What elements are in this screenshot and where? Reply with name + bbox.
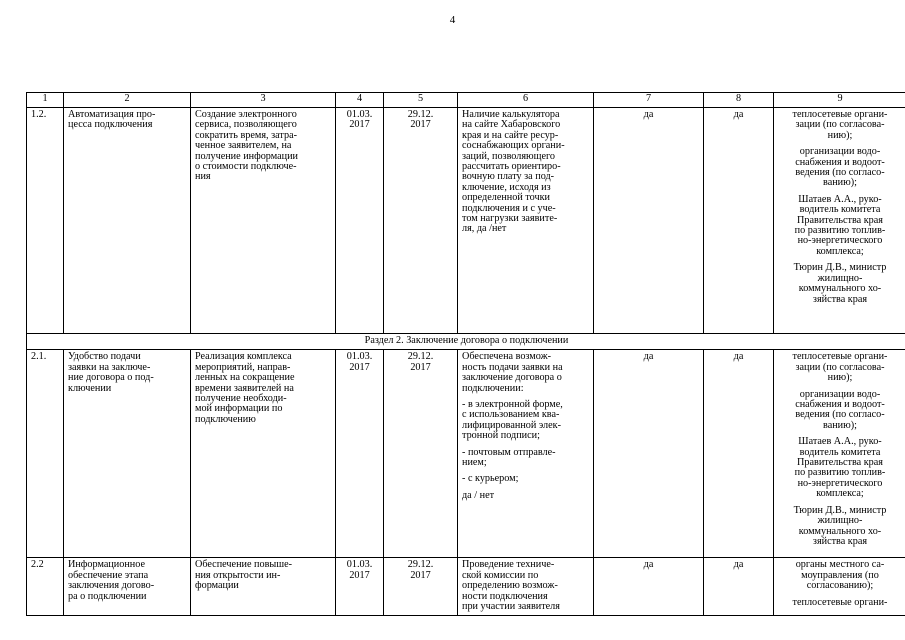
row-number: 2.2 (27, 558, 64, 616)
start-date: 01.03. 2017 (336, 108, 384, 334)
column-8-value: да (704, 350, 774, 558)
indicator-text: Обеспечена возмож- ность подачи заявки на заключение договора о подключении: (462, 351, 563, 394)
end-date: 29.12. 2017 (384, 558, 458, 616)
page-number: 4 (449, 14, 456, 26)
indicator-text: Наличие калькулятора на сайте Хабаровского края и на сайте ресур- соснабжающих органи- заций, позволяющего рассчитать ориентиро- вочную плату за под- ключение, исходя из определенной точки подключения и с уче- том нагрузки заявите- ля, да /нет (462, 109, 565, 235)
responsible-entry: Тюрин Д.В., министр жилищно- коммунального хо- зяйства края (793, 504, 887, 547)
column-number: 2 (64, 93, 191, 108)
indicator-text: - почтовым отправле- нием; (462, 446, 556, 469)
row-number: 2.1. (27, 350, 64, 558)
section-heading: Раздел 2. Заключение договора о подключении (27, 334, 905, 350)
indicator-text: Проведение техниче- ской комиссии по определению возмож- ности подключения при участии заявителя (462, 559, 560, 613)
indicator-cell (458, 350, 594, 558)
indicator-cell (458, 108, 594, 334)
measure-name: Удобство подачи заявки на заключе- ние договора о под- ключении (64, 350, 191, 558)
column-7-value: да (594, 108, 704, 334)
column-7-value: да (594, 558, 704, 616)
indicator-cell (458, 558, 594, 616)
responsible-cell (774, 108, 905, 334)
column-number: 8 (704, 93, 774, 108)
measure-name: Автоматизация про- цесса подключения (64, 108, 191, 334)
column-number: 9 (774, 93, 905, 108)
column-number: 1 (27, 93, 64, 108)
measure-name: Информационное обеспечение этапа заключения догово- ра о подключении (64, 558, 191, 616)
responsible-entry: Тюрин Д.В., министр жилищно- коммунального хо- зяйства края (793, 262, 887, 305)
column-number-row (27, 93, 905, 108)
row-number: 1.2. (27, 108, 64, 334)
indicator-text: - в электронной форме, с использованием ква- лифицированной элек- тронной подписи; (462, 399, 563, 442)
indicator-text: - с курьером; (462, 473, 519, 485)
column-number: 5 (384, 93, 458, 108)
responsible-entry: Шатаев А.А., руко- водитель комитета Правительства края по развитию топлив- но-энергетического комплекса; (794, 193, 886, 257)
measure-description: Реализация комплекса мероприятий, направ- ленных на сокращение времени заявителей на получение необходи- мой информации по подключению (191, 350, 336, 558)
responsible-cell (774, 350, 905, 558)
responsible-cell (774, 558, 905, 616)
table-row (27, 350, 905, 558)
responsible-entry: теплосетевые органи- зации (по согласова- нию); (792, 109, 888, 141)
measure-description: Обеспечение повыше- ния открытости ин- формации (191, 558, 336, 616)
column-8-value: да (704, 108, 774, 334)
responsible-entry: организации водо- снабжения и водоот- ведения (по согласо- ванию); (795, 388, 885, 431)
responsible-entry: теплосетевые органи- зации (по согласова- нию); (792, 351, 888, 384)
column-7-value: да (594, 350, 704, 558)
column-number: 4 (336, 93, 384, 108)
table-row (27, 108, 905, 334)
column-number: 3 (191, 93, 336, 108)
end-date: 29.12. 2017 (384, 108, 458, 334)
responsible-entry: Шатаев А.А., руко- водитель комитета Правительства края по развитию топлив- но-энергетического комплекса; (794, 436, 886, 500)
end-date: 29.12. 2017 (384, 350, 458, 558)
column-number: 6 (458, 93, 594, 108)
start-date: 01.03. 2017 (336, 350, 384, 558)
column-number: 7 (594, 93, 704, 108)
section-row (27, 334, 905, 350)
measure-description: Создание электронного сервиса, позволяющего сократить время, затра- ченное заявителем, на получение информации о стоимости подключе- ния (191, 108, 336, 334)
responsible-entry: органы местного са- моуправления (по согласованию); (795, 559, 885, 592)
table-row (27, 558, 905, 616)
indicator-text: да / нет (462, 489, 495, 501)
responsible-entry: теплосетевые органи- (792, 596, 888, 608)
responsible-entry: организации водо- снабжения и водоот- ведения (по согласо- ванию); (795, 146, 885, 189)
start-date: 01.03. 2017 (336, 558, 384, 616)
column-8-value: да (704, 558, 774, 616)
measures-table (26, 92, 905, 616)
